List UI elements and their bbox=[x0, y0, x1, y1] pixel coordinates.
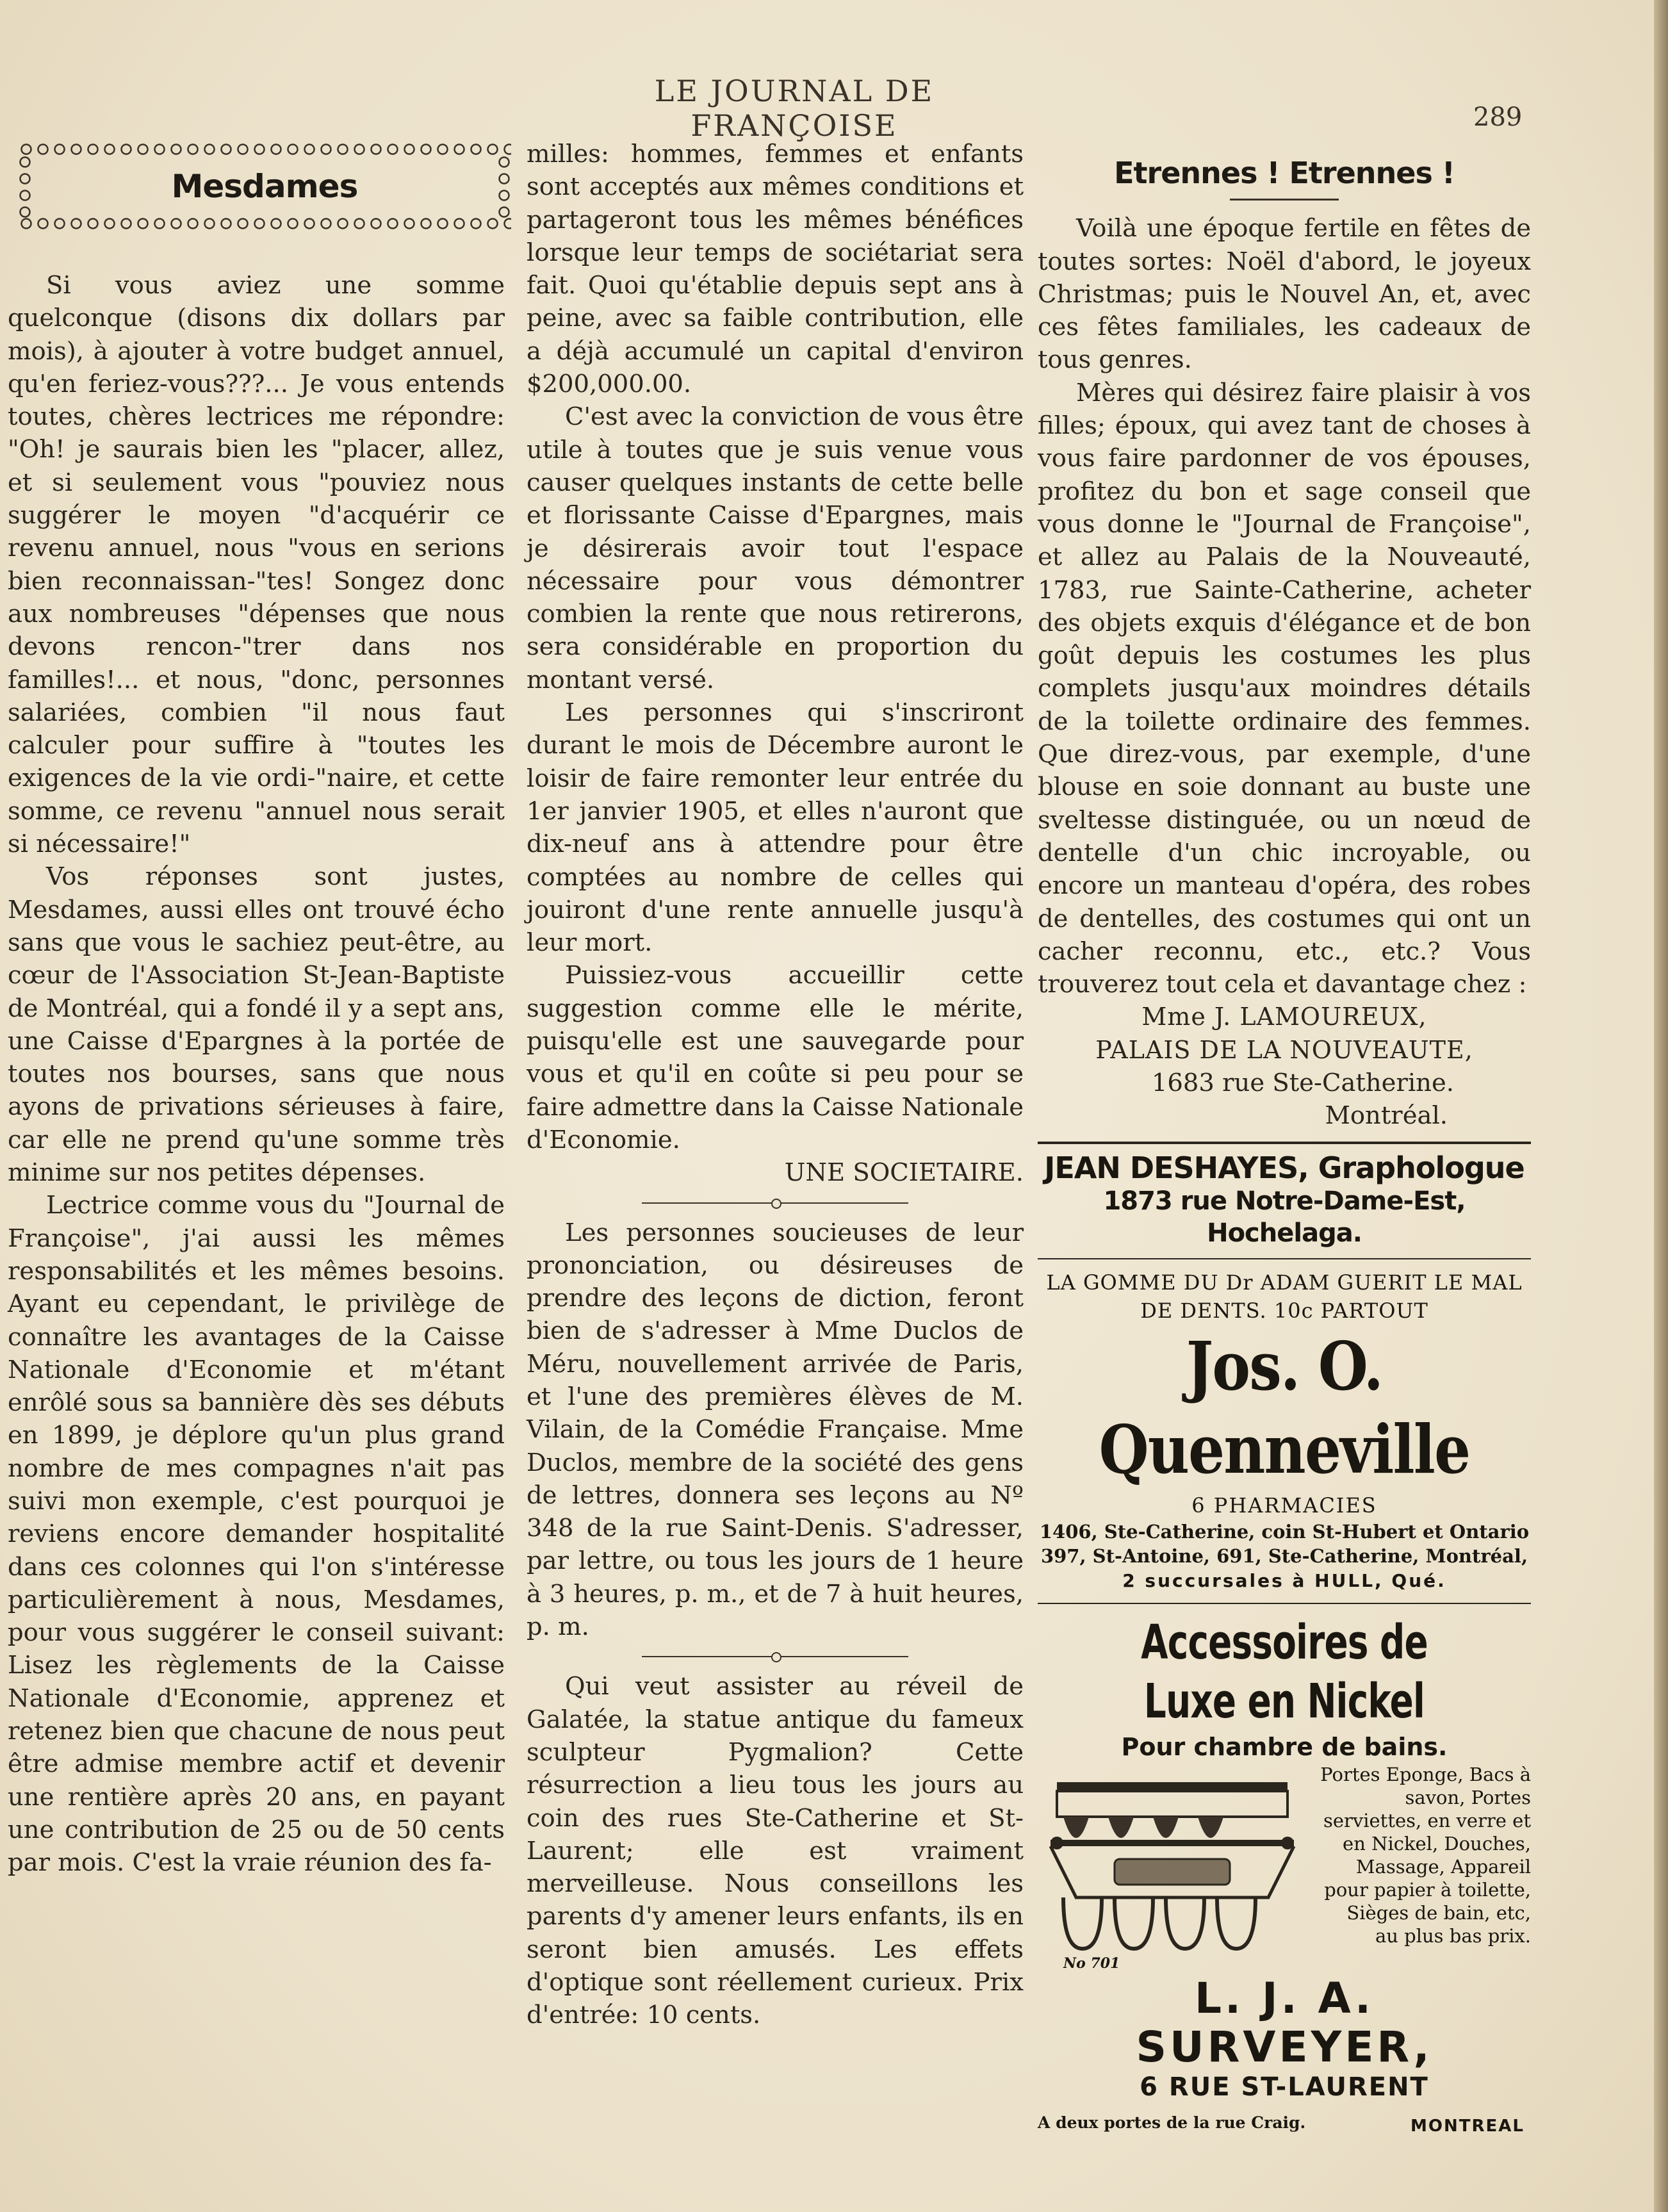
ad-surveyer-subhead: Pour chambre de bains. bbox=[1121, 1732, 1448, 1761]
page-number: 289 bbox=[1473, 102, 1523, 132]
ad-surveyer-headline: Accessoires de Luxe en Nickel bbox=[1141, 1614, 1428, 1729]
paragraph: Si vous aviez une somme quelconque (disons dix dollars par mois), à ajouter à votre budget annuel, qu'en feriez-vous???... Je vous entends toutes, chères lectrices me répondre: "Oh! je saurais bien les "placer, allez, et si seulement vous "pouviez nous suggérer le moyen "d'acquérir ce revenu annuel, nous "vous en serions bien reconnaissan-"tes! Songez donc aux nombreuses "dépenses que nous devons rencon-"trer dans nos familles!... et nous, "donc, personnes salariées, combien "il nous faut calculer pour suffire à "toutes les exigences de la vie ordi-"naire, et cette somme, ce revenu "annuel nous serait si nécessaire!" bbox=[8, 271, 505, 859]
bath-rack-illustration-icon bbox=[1038, 1769, 1307, 1962]
section-divider bbox=[527, 1193, 1024, 1213]
ad-quenneville-branches: 2 succursales à HULL, Qué. bbox=[1122, 1569, 1446, 1591]
article-title-etrennes: Etrennes ! Etrennes ! bbox=[1114, 156, 1455, 190]
ad-surveyer-location-note: A deux portes de la rue Craig. bbox=[1038, 2113, 1306, 2132]
ad-surveyer-city: MONTREAL bbox=[1410, 2116, 1525, 2136]
ad-deshayes-name: JEAN DESHAYES, Graphologue bbox=[1044, 1150, 1525, 1185]
paragraph: Voilà une époque fertile en fêtes de toutes sortes: Noël d'abord, le joyeux Christmas; puis le Nouvel An, et, avec ces fêtes familiales, les cadeaux de tous genres. bbox=[1038, 214, 1531, 375]
ad-surveyer-address: 6 RUE ST-LAURENT bbox=[1140, 2072, 1429, 2102]
ad-separator bbox=[1038, 1258, 1531, 1259]
ad-deshayes-address: 1873 rue Notre-Dame-Est, Hochelaga. bbox=[1103, 1186, 1466, 1248]
ornament-border-top bbox=[18, 142, 511, 156]
ad-surveyer bbox=[1038, 1613, 1531, 2136]
notice-galatee: Qui veut assister au réveil de Galatée, la statue antique du fameux sculpteur Pygmalion? Cette résurrection a lieu tous les jours au coin des rues Ste-Catherine et St-Laurent; elle est vraiment merveilleuse. Nous conseillons les parents d'y amener leurs enfants, ils en seront bien amusés. Les effets d'optique sont réellement curieux. Prix d'entrée: 10 cents. bbox=[527, 1672, 1024, 2030]
running-title: LE JOURNAL DE FRANÇOISE bbox=[654, 74, 935, 143]
paragraph: Lectrice comme vous du "Journal de Françoise", j'ai aussi les mêmes responsabilités et les mêmes besoins. Ayant eu cependant, le privilège de connaître les avantages de la Caisse Nationale d'Economie et m'étant enrôlé sous sa bannière dès ses débuts en 1899, je déplore qu'un plus grand nombre de mes compagnes n'ait pas suivi mon exemple, c'est pourquoi je reviens encore demander hospitalité dans ces colonnes qui l'on s'intéresse particulièrement à nous, Mesdames, pour vous suggérer le conseil suivant: Lisez les règlements de la Caisse Nationale d'Economie, apprenez et retenez bien que chacune de nous peut être admise membre actif et devenir une rentière après 20 ans, en payant une contribution de 25 ou de 50 cents par mois. C'est la vraie réunion des fa- bbox=[8, 1191, 505, 1878]
signature-store: PALAIS DE LA NOUVEAUTE, bbox=[1095, 1035, 1473, 1064]
paragraph: Les personnes qui s'inscriront durant le mois de Décembre auront le loisir de faire remonter leur entrée du 1er janvier 1905, et elles n'auront que dix-neuf ans à attendre pour être comptées au nombre de celles qui jouiront d'une rente annuelle jusqu'à leur mort. bbox=[527, 698, 1024, 958]
ad-surveyer-company: L. J. A. SURVEYER, bbox=[1136, 1973, 1433, 2072]
notice-diction: Les personnes soucieuses de leur prononciation, ou désireuses de prendre des leçons de diction, feront bien de s'adresser à Mme Duclos de Méru, nouvellement arrivée de Paris, et l'une des premières élèves de M. Vilain, de la Comédie Française. Mme Duclos, membre de la société des gens de lettres, donnera ses leçons au Nº 348 de la rue Saint-Denis. S'adresser, par lettre, ou tous les jours de 1 heure à 3 heures, p. m., et de 7 à huit heures, p. m. bbox=[527, 1218, 1024, 1642]
column-1 bbox=[8, 269, 505, 1880]
title-underline bbox=[1230, 199, 1339, 201]
ad-separator bbox=[1038, 1142, 1531, 1144]
ad-quenneville-address-1: 1406, Ste-Catherine, coin St-Hubert et Ontario bbox=[1039, 1520, 1530, 1543]
signature-societaire: UNE SOCIETAIRE. bbox=[784, 1158, 1024, 1188]
paragraph: Vos réponses sont justes, Mesdames, aussi elles ont trouvé écho sans que vous le sachiez peut-être, au cœur de l'Association St-Jean-Baptiste de Montréal, qui a fondé il y a sept ans, une Caisse d'Epargnes à la portée de toutes nos bourses, sans que nous ayons de privations sérieuses à faire, car elle ne prend qu'une somme très minime sur nos petites dépenses. bbox=[8, 862, 505, 1188]
ad-quenneville-address-2: 397, St-Antoine, 691, Ste-Catherine, Montréal, bbox=[1040, 1544, 1528, 1567]
signature-name: Mme J. LAMOUREUX, bbox=[1141, 1003, 1427, 1031]
ad-quenneville-tagline-1: LA GOMME DU Dr ADAM GUERIT LE MAL bbox=[1046, 1270, 1523, 1295]
ornament-border-bottom bbox=[18, 217, 511, 231]
ad-quenneville-pharmacies: 6 PHARMACIES bbox=[1191, 1493, 1377, 1518]
section-divider bbox=[527, 1647, 1024, 1666]
ad-deshayes bbox=[1038, 1151, 1531, 1249]
column-2 bbox=[527, 138, 1024, 2032]
book-spine-edge bbox=[1654, 0, 1668, 2212]
ad-surveyer-model-number: No 701 bbox=[1063, 1954, 1120, 1972]
signature-address: 1683 rue Ste-Catherine. bbox=[1151, 1069, 1454, 1098]
ad-separator bbox=[1038, 1603, 1531, 1604]
mesdames-ornament-frame bbox=[18, 142, 511, 231]
ad-surveyer-caption: Portes Eponge, Bacs à savon, Portes serviettes, en verre et en Nickel, Douches, Massage, Appareil pour papier à toilette, Sièges de bain, etc, au plus bas prix. bbox=[1320, 1763, 1531, 1947]
paragraph: Puissiez-vous accueillir cette suggestion comme elle le mérite, puisqu'elle est une sauvegarde pour vous et qu'il en coûte si peu pour se faire admettre dans la Caisse Nationale d'Economie. bbox=[527, 961, 1024, 1154]
column-3 bbox=[1038, 138, 1531, 2136]
paragraph: Mères qui désirez faire plaisir à vos filles; époux, qui avez tant de choses à vous faire pardonner de vos épouses, profitez du bon et sage conseil que vous donne le "Journal de Françoise", et allez au Palais de la Nouveauté, 1783, rue Sainte-Catherine, acheter des objets exquis d'élégance et de bon goût depuis les costumes les plus complets jusqu'aux moindres détails de la toilette ordinaire des femmes. Que direz-vous, par exemple, d'une blouse en soie donnant au buste une sveltesse distinguée, ou un nœud de dentelle d'un chic incroyable, ou encore un manteau d'opéra, des robes de dentelles, des costumes qui ont un cacher reconnu, etc., etc.? Vous trouverez tout cela et davantage chez : bbox=[1038, 378, 1531, 999]
ad-quenneville bbox=[1038, 1268, 1531, 1594]
ad-quenneville-name: Jos. O. Quenneville bbox=[1099, 1326, 1470, 1489]
paragraph: C'est avec la conviction de vous être utile à toutes que je suis venue vous causer quelques instants de cette belle et florissante Caisse d'Epargnes, mais je désirerais avoir tout l'espace nécessaire pour vous démontrer combien la rente que nous retirerons, sera considérable en proportion du montant versé. bbox=[527, 402, 1024, 694]
article-title-mesdames: Mesdames bbox=[171, 168, 358, 205]
ad-quenneville-tagline-2: DE DENTS. 10c PARTOUT bbox=[1140, 1298, 1428, 1323]
ad-surveyer-footer bbox=[1038, 2102, 1531, 2136]
ad-surveyer-body bbox=[1038, 1763, 1531, 1974]
paragraph: milles: hommes, femmes et enfants sont acceptés aux mêmes conditions et partageront tous les mêmes bénéfices lorsque leur temps de sociétariat sera fait. Quoi qu'établie depuis sept ans à peine, avec sa faible contribution, elle a déjà accumulé un capital d'environ $200,000.00. bbox=[527, 140, 1024, 399]
signature-city: Montréal. bbox=[1325, 1101, 1448, 1131]
